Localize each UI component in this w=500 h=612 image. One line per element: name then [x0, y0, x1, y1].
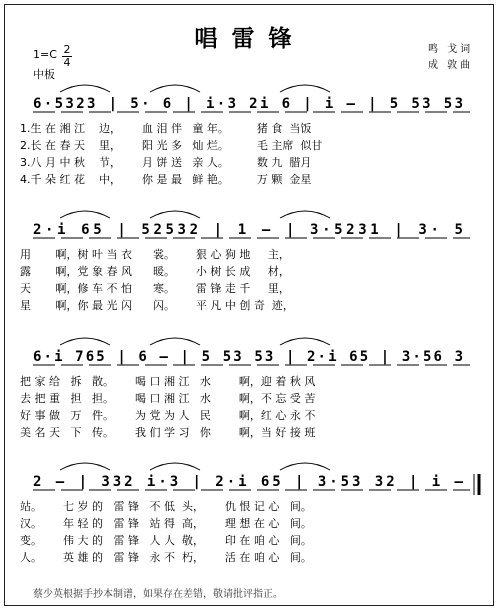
slur-arc: [280, 85, 330, 92]
lyric-line: 4.千 朵 红 花 中， 你 是 最 鲜 艳。 万 颗 金星: [20, 173, 312, 186]
slur-arc: [60, 338, 110, 345]
slur-arc: [150, 338, 200, 345]
composer-credit: 成 敦曲: [428, 60, 474, 71]
lyric-line: 星 啊，你 最 光 闪 闪。 平 凡 中 创 奇 迹，: [20, 299, 294, 312]
slur-arc: [150, 85, 200, 92]
slur-arc: [60, 85, 110, 92]
slur-arc: [60, 463, 110, 470]
notes-row-4: 2 – | 332 i·3 | 2·i 65 | 3·53 32 | i –: [33, 474, 463, 490]
lyric-line: 人。 英 雄 的 雷 锋 永 不 朽， 活 在 咱 心 间。: [20, 551, 312, 564]
song-title: 唱雷锋: [194, 26, 306, 52]
time-top: 2: [63, 43, 71, 56]
lyricist-credit: 鸣 戈词: [428, 44, 474, 55]
key-signature: 1=C: [33, 48, 57, 61]
notes-row-1: 6·5323 | 5· 6 | i·3 2i 6 | i – | 5 53 53: [33, 96, 464, 112]
lyric-line: 汉。 年 轻 的 雷 锋 站 得 高， 理 想 在 心 间。: [20, 517, 312, 530]
time-bottom: 4: [63, 56, 71, 69]
slur-arc: [280, 463, 330, 470]
lyric-line: 用 啊，树 叶 当 衣 裳。 狠 心 狗 地 主，: [20, 248, 290, 261]
lyric-line: 站。 七 岁 的 雷 锋 不 低 头， 仇 恨 记 心 间。: [20, 500, 312, 513]
notes-row-3: 6·i 765 | 6 – | 5 53 53 | 2·i 65 | 3·56 3: [33, 349, 463, 365]
slur-arc: [280, 211, 330, 218]
slur-arc: [60, 211, 110, 218]
lyric-line: 好 事 做 万 件。 为 党 为 人 民 啊，红 心 永 不: [20, 409, 316, 422]
lyric-line: 1.生 在 湘 江 边， 血 泪 伴 童 年。 猪 食 当饭: [20, 122, 312, 135]
lyric-line: 露 啊，党 象 春 风 暖。 小 树 长 成 材，: [20, 265, 290, 278]
lyric-line: 变。 伟 大 的 雷 锋 人 人 敬， 印 在 咱 心 间。: [20, 534, 312, 547]
footnote: 蔡少英根据手抄本制谱，如果存在差错，敬请批评指正。: [33, 589, 283, 600]
tempo-marking: 中板: [33, 68, 55, 81]
slur-arc: [150, 211, 200, 218]
slur-arc: [150, 463, 200, 470]
lyric-line: 天 啊，修 车 不 怕 寒。 雷 锋 走 千 里，: [20, 282, 290, 295]
notes-row-2: 2·i 65 | 52532 | 1 – | 3·5231 | 3· 5: [33, 222, 463, 238]
lyric-line: 美 名 天 下 传。 我 们 学 习 你 啊，当 好 接 班: [20, 426, 316, 439]
slur-arc: [280, 338, 330, 345]
lyric-line: 2.长 在 春 天 里， 阳 光 多 灿 烂。 毛 主席 似甘: [20, 139, 323, 152]
lyric-line: 去 把 重 担 担。 喝 口 湘 江 水 啊，不 忘 受 苦: [20, 392, 316, 405]
lyric-line: 3.八 月 中 秋 节， 月 饼 送 亲 人。 数 九 腊月: [20, 156, 312, 169]
lyric-line: 把 家 给 拆 散。 喝 口 湘 江 水 啊，迎 着 秋 风: [20, 375, 316, 388]
